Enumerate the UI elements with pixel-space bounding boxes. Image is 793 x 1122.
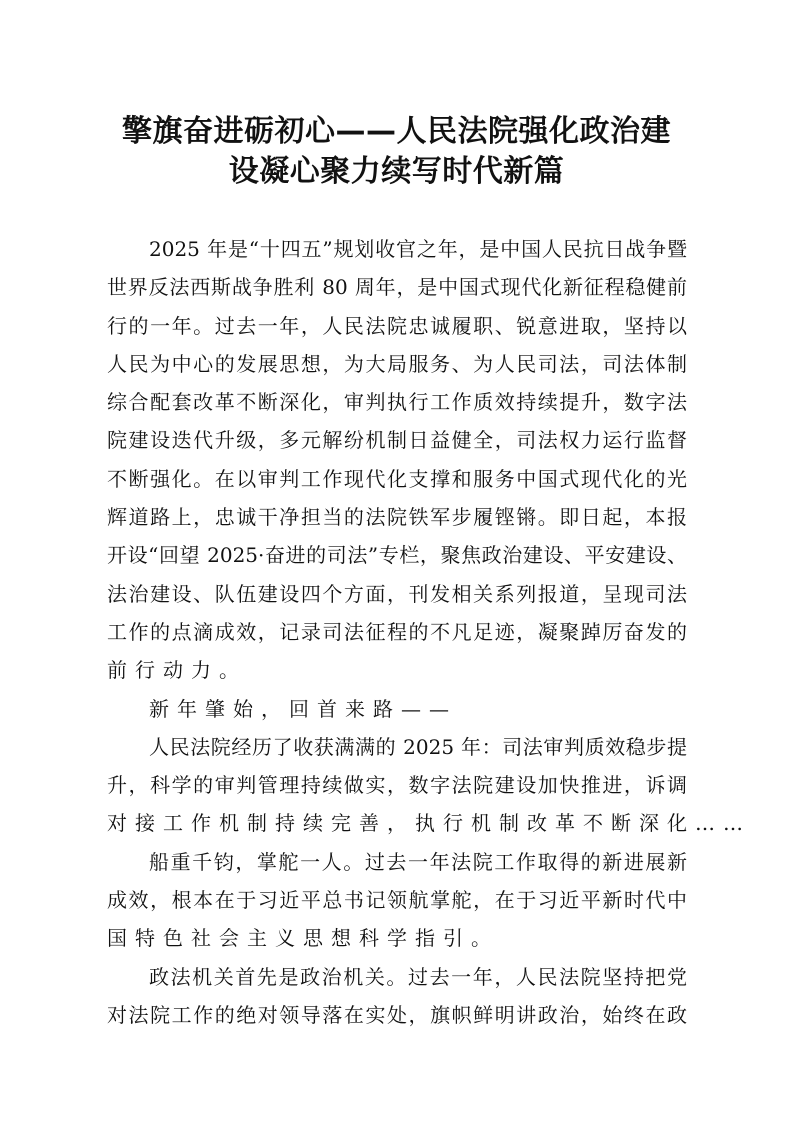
paragraph-line: 对法院工作的绝对领导落在实处，旗帜鲜明讲政治，始终在政: [107, 1002, 687, 1027]
paragraph: [107, 843, 687, 958]
paragraph-line: 国特色社会主义思想科学指引。: [107, 926, 499, 951]
paragraph-line: 辉道路上，忠诚干净担当的法院铁军步履铿锵。即日起，本报: [107, 505, 687, 530]
article-body: [107, 230, 751, 1034]
title-line-2: 设凝心聚力续写时代新篇: [228, 154, 565, 189]
paragraph-line: 2025 年是“十四五”规划收官之年，是中国人民抗日战争暨: [149, 237, 687, 261]
paragraph-line: 政法机关首先是政治机关。过去一年，人民法院坚持把党: [149, 964, 687, 989]
paragraph-line: 船重千钧，掌舵一人。过去一年法院工作取得的新进展新: [149, 849, 687, 874]
paragraph-line: 法治建设、队伍建设四个方面，刊发相关系列报道，呈现司法: [107, 581, 687, 606]
paragraph-line: 不断强化。在以审判工作现代化支撑和服务中国式现代化的光: [107, 466, 687, 491]
paragraph-line: 世界反法西斯战争胜利 80 周年，是中国式现代化新征程稳健前: [107, 275, 687, 300]
paragraph-line: 对接工作机制持续完善，执行机制改革不断深化……: [107, 811, 751, 836]
article-title: [100, 112, 693, 192]
paragraph: [107, 230, 687, 690]
paragraph-line: 升，科学的审判管理持续做实，数字法院建设加快推进，诉调: [107, 773, 687, 798]
paragraph-line: 院建设迭代升级，多元解纷机制日益健全，司法权力运行监督: [107, 428, 687, 453]
paragraph-line: 成效，根本在于习近平总书记领航掌舵，在于习近平新时代中: [107, 888, 687, 913]
paragraph-line: 新年肇始，回首来路——: [149, 696, 457, 721]
title-line-1: 擎旗奋进砺初心——人民法院强化政治建: [122, 114, 671, 149]
paragraph-line: 前行动力。: [107, 658, 247, 683]
paragraph-line: 人民为中心的发展思想，为大局服务、为人民司法，司法体制: [107, 351, 687, 376]
paragraph-line: 开设“回望 2025·奋进的司法”专栏，聚焦政治建设、平安建设、: [107, 543, 687, 568]
paragraph-line: 人民法院经历了收获满满的 2025 年：司法审判质效稳步提: [149, 734, 687, 759]
paragraph-line: 行的一年。过去一年，人民法院忠诚履职、锐意进取，坚持以: [107, 313, 687, 338]
paragraph: [107, 728, 751, 843]
paragraph: [107, 690, 687, 728]
paragraph-line: 工作的点滴成效，记录司法征程的不凡足迹，凝聚踔厉奋发的: [107, 619, 687, 644]
paragraph-line: 综合配套改革不断深化，审判执行工作质效持续提升，数字法: [107, 390, 687, 415]
paragraph: [107, 958, 687, 1035]
